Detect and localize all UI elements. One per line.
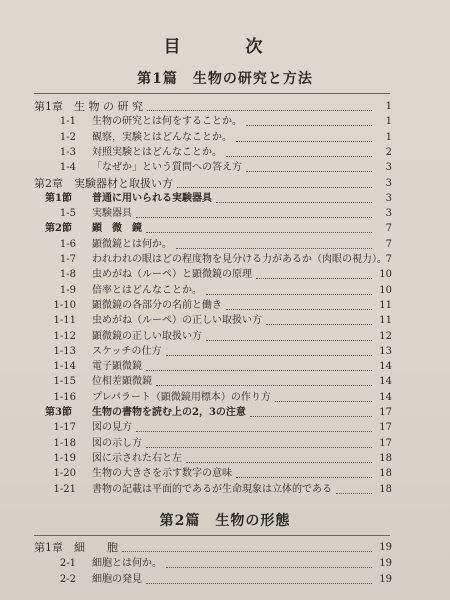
- dot-leader: [250, 415, 372, 417]
- toc-page-number: 14: [379, 361, 392, 373]
- toc-entry-number: 1-19: [53, 452, 76, 464]
- toc-page-number: 11: [379, 315, 392, 327]
- toc-item-row: [0, 131, 450, 145]
- toc-page-number: 1: [385, 131, 392, 143]
- toc-page-number: 3: [385, 162, 392, 174]
- toc-item-row: [0, 557, 450, 571]
- toc-item-row: [0, 268, 450, 282]
- dot-leader: [256, 277, 372, 279]
- toc-page-number: 7: [385, 238, 392, 250]
- toc-entry-number: 1-5: [59, 208, 76, 220]
- toc-entry-label: 「なぜか」という質問への答え方: [92, 162, 242, 174]
- toc-page-number: 13: [379, 345, 392, 357]
- toc-entry-label: 細胞とは何か。: [92, 558, 162, 569]
- dot-leader: [156, 384, 372, 386]
- toc-entry-number: 1-11: [53, 315, 76, 327]
- toc-page-number: 14: [379, 376, 392, 388]
- toc-entry-label: 虫めがね（ルーペ）と顕微鏡の原理: [92, 269, 252, 281]
- toc-entry-number: 1-1: [59, 116, 76, 128]
- dot-leader: [206, 293, 372, 295]
- toc-entry-number: 第1節: [45, 192, 72, 204]
- dot-leader: [166, 566, 372, 568]
- toc-entry-number: 2-1: [59, 558, 76, 569]
- dot-leader: [236, 476, 372, 478]
- dot-leader: [147, 109, 372, 111]
- toc-entry-label: 生物の大きさを示す数字の意味: [92, 468, 232, 480]
- toc-entry-label: 生物の書物を読む上の2，3の注意: [92, 407, 246, 418]
- toc-entry-number: 第2節: [45, 223, 72, 235]
- dot-leader: [166, 354, 373, 356]
- toc-entry-label: 普通に用いられる実験器具: [92, 192, 212, 204]
- toc-page-number: 7: [385, 254, 392, 265]
- toc-page-number: 3: [385, 208, 392, 220]
- part-2-heading: 第2篇 生物の形態: [159, 513, 291, 529]
- dot-leader: [336, 492, 372, 494]
- toc-entry-label: 対照実験とはどんなことか。: [92, 146, 222, 158]
- dot-leader: [226, 308, 372, 310]
- toc-page-number: 10: [379, 269, 392, 281]
- toc-entry-label: 図の見方: [92, 422, 132, 434]
- toc-chapter-row: [0, 541, 450, 555]
- toc-page-number: 2: [385, 146, 392, 158]
- part-1-heading: 第1篇 生物の研究と方法: [137, 71, 313, 87]
- dot-leader: [146, 231, 372, 233]
- toc-entry-number: 1-3: [59, 146, 76, 158]
- toc-entry-label: 図の示し方: [92, 437, 142, 449]
- toc-entry-number: 1-15: [53, 376, 76, 388]
- dot-leader: [186, 461, 372, 463]
- toc-page-number: 19: [379, 574, 392, 585]
- toc-entry-label: 第2章 実験器材と取扱い方: [34, 176, 173, 190]
- toc-entry-label: 倍率とはどんなことか。: [92, 284, 202, 296]
- toc-entry-number: 1-12: [53, 330, 76, 342]
- toc-section-row: [0, 222, 450, 236]
- toc-page-number: 19: [379, 542, 392, 553]
- toc-section-row: [0, 192, 450, 206]
- dot-leader: [146, 582, 372, 584]
- toc-entry-number: 1-16: [53, 391, 76, 403]
- dot-leader: [246, 124, 372, 126]
- toc-item-row: [0, 391, 450, 405]
- toc-item-row: [0, 437, 450, 451]
- toc-entry-label: 顕微鏡の正しい取扱い方: [92, 330, 202, 342]
- divider: [34, 93, 390, 94]
- toc-item-row: [0, 452, 450, 466]
- toc-entry-label: 電子顕微鏡: [92, 361, 142, 373]
- toc-page-number: 1: [385, 116, 392, 128]
- toc-page-number: 19: [379, 558, 392, 569]
- toc-entry-number: 2-2: [59, 574, 76, 585]
- toc-entry-label: 生物の研究とは何をすることか。: [92, 116, 242, 128]
- toc-item-row: [0, 360, 450, 374]
- toc-entry-number: 1-13: [53, 345, 76, 357]
- toc-entry-label: 位相差顕微鏡: [92, 376, 152, 388]
- toc-entry-label: 実験器具: [92, 208, 132, 220]
- toc-item-row: [0, 330, 450, 344]
- toc-entry-number: 1-6: [59, 238, 76, 250]
- dot-leader: [275, 400, 372, 402]
- dot-leader: [122, 550, 372, 552]
- page-title: 目 次: [163, 37, 287, 57]
- toc-page-number: 18: [379, 483, 392, 495]
- toc-entry-number: 1-10: [53, 299, 76, 311]
- toc-entry-label: 顕微鏡とは何か。: [92, 238, 172, 250]
- toc-page-number: 17: [379, 422, 392, 434]
- toc-chapter-row: [0, 100, 450, 114]
- toc-item-row: [0, 375, 450, 389]
- toc-entry-number: 1-8: [59, 269, 76, 281]
- divider: [34, 535, 390, 536]
- toc-item-row: [0, 253, 450, 267]
- toc-item-row: [0, 115, 450, 129]
- toc-entry-number: 1-4: [59, 162, 76, 174]
- toc-item-row: [0, 284, 450, 298]
- toc-section-row: [0, 406, 450, 420]
- dot-leader: [177, 186, 372, 188]
- toc-entry-label: スケッチの仕方: [92, 345, 162, 357]
- toc-page-number: 7: [385, 223, 392, 235]
- toc-entry-number: 第3節: [45, 407, 72, 418]
- toc-entry-number: 1-20: [53, 468, 76, 480]
- dot-leader: [146, 446, 372, 448]
- toc-item-row: [0, 314, 450, 328]
- toc-page-number: 14: [379, 391, 392, 403]
- toc-page-number: 1: [385, 101, 392, 112]
- toc-entry-label: 虫めがね（ルーペ）の正しい取扱い方: [92, 315, 262, 327]
- toc-item-row: [0, 238, 450, 252]
- toc-item-row: [0, 483, 450, 497]
- toc-entry-label: 顕微鏡の各部分の名前と働き: [92, 299, 222, 311]
- toc-entry-label: 書物の記載は平面的であるが生命現象は立体的である: [92, 483, 332, 495]
- toc-entry-number: 1-18: [53, 437, 76, 449]
- toc-chapter-row: [0, 177, 450, 191]
- toc-entry-label: 観察，実験とはどんなことか。: [92, 131, 232, 143]
- toc-item-row: [0, 573, 450, 587]
- toc-entry-label: 細胞の発見: [92, 574, 142, 585]
- dot-leader: [176, 247, 372, 249]
- toc-entry-number: 1-7: [59, 254, 76, 265]
- toc-page-number: 12: [379, 330, 392, 342]
- toc-entry-number: 1-21: [53, 483, 76, 495]
- dot-leader: [266, 323, 372, 325]
- dot-leader: [236, 140, 372, 142]
- toc-item-row: [0, 161, 450, 175]
- dot-leader: [246, 170, 372, 172]
- dot-leader: [216, 201, 372, 203]
- toc-entry-label: われわれの眼はどの程度物を見分ける力があるか（肉眼の視力）。: [92, 254, 387, 265]
- dot-leader: [136, 216, 372, 218]
- toc-page-number: 18: [379, 452, 392, 464]
- toc-entry-label: 第1章 細 胞: [34, 541, 118, 554]
- toc-entry-label: プレパラート（顕微鏡用標本）の作り方: [92, 391, 271, 403]
- toc-page-number: 17: [379, 407, 392, 418]
- toc-item-row: [0, 299, 450, 313]
- toc-page-number: 3: [385, 192, 392, 204]
- toc-entry-number: 1-14: [53, 361, 76, 373]
- toc-entry-number: 1-2: [59, 131, 76, 143]
- toc-page-number: 18: [379, 468, 392, 480]
- toc-page-number: 11: [379, 299, 392, 311]
- dot-leader: [226, 155, 372, 157]
- dot-leader: [136, 430, 372, 432]
- toc-entry-label: 第1章 生 物 の 研 究: [34, 100, 143, 113]
- toc-entry-label: 図に示された右と左: [92, 452, 182, 464]
- toc-item-row: [0, 345, 450, 359]
- dot-leader: [206, 339, 372, 341]
- toc-entry-number: 1-17: [53, 422, 76, 434]
- toc-page-number: 10: [379, 284, 392, 296]
- toc-page-number: 3: [385, 177, 392, 189]
- toc-item-row: [0, 421, 450, 435]
- toc-entry-label: 顕 微 鏡: [92, 223, 142, 235]
- toc-item-row: [0, 467, 450, 481]
- toc-page-number: 17: [379, 437, 392, 449]
- toc-item-row: [0, 207, 450, 221]
- dot-leader: [146, 369, 372, 371]
- toc-item-row: [0, 146, 450, 160]
- toc-entry-number: 1-9: [59, 284, 76, 296]
